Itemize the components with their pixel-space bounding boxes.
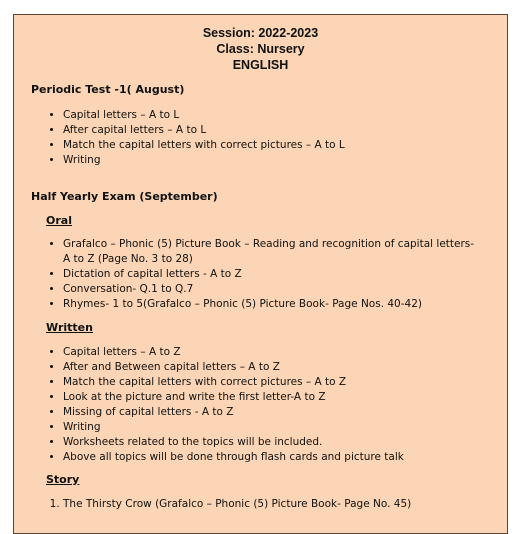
list-item: • Dictation of capital letters - A to Z <box>63 267 483 282</box>
written-list <box>47 345 483 465</box>
list-item: • Look at the picture and write the first letter-A to Z <box>63 390 483 405</box>
list-item: • Worksheets related to the topics will be included. <box>63 435 483 450</box>
list-item: • After capital letters – A to L <box>63 123 483 138</box>
document-header <box>14 15 507 73</box>
written-heading: Written <box>46 321 93 334</box>
list-item: 1. The Thirsty Crow (Grafalco – Phonic (5) Picture Book- Page No. 45) <box>63 497 483 512</box>
list-item: • Grafalco – Phonic (5) Picture Book – Reading and recognition of capital letters- A to Z (Page No. 3 to 28) <box>63 237 483 267</box>
list-item: • Rhymes- 1 to 5(Grafalco – Phonic (5) Picture Book- Page Nos. 40-42) <box>63 297 483 312</box>
list-item: • Writing <box>63 153 483 168</box>
list-item: • Writing <box>63 420 483 435</box>
story-heading: Story <box>46 473 80 486</box>
list-item: • After and Between capital letters – A to Z <box>63 360 483 375</box>
list-item: • Above all topics will be done through flash cards and picture talk <box>63 450 483 465</box>
oral-heading: Oral <box>46 214 72 227</box>
list-item: • Capital letters – A to L <box>63 108 483 123</box>
syllabus-page <box>13 14 508 534</box>
periodic-test-list <box>47 108 483 168</box>
list-item: • Capital letters – A to Z <box>63 345 483 360</box>
half-yearly-heading: Half Yearly Exam (September) <box>31 190 218 203</box>
session-title: Session: 2022-2023 <box>202 26 319 40</box>
periodic-test-heading: Periodic Test -1( August) <box>31 83 185 96</box>
list-item: • Match the capital letters with correct pictures – A to Z <box>63 375 483 390</box>
oral-list <box>47 237 483 312</box>
class-title: Class: Nursery <box>216 42 305 56</box>
list-item: • Conversation- Q.1 to Q.7 <box>63 282 483 297</box>
list-item: • Match the capital letters with correct pictures – A to L <box>63 138 483 153</box>
subject-title: ENGLISH <box>232 58 289 72</box>
story-list <box>47 497 483 512</box>
list-item: • Missing of capital letters - A to Z <box>63 405 483 420</box>
